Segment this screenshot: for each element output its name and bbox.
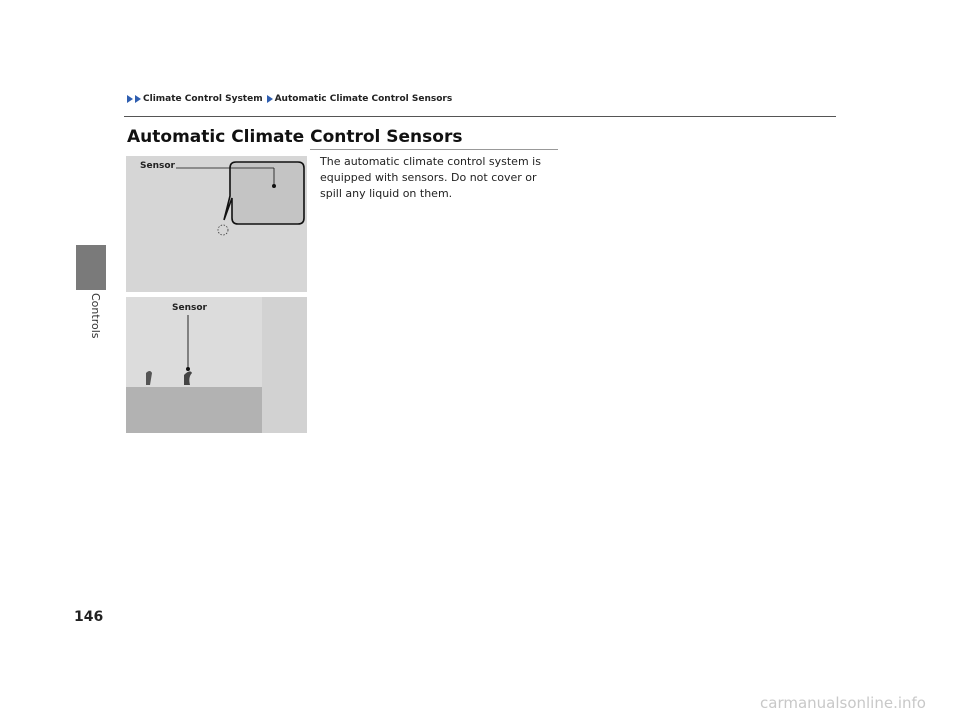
sensor-label-dashboard: Sensor: [140, 161, 175, 171]
dashboard-sensor-illustration: [126, 156, 307, 292]
page-title: Automatic Climate Control Sensors: [127, 127, 463, 147]
breadcrumb: [127, 94, 456, 104]
page-number: 146: [74, 609, 104, 625]
windshield-sensor-illustration: [126, 297, 307, 433]
breadcrumb-item-sensors[interactable]: Automatic Climate Control Sensors: [274, 94, 453, 104]
breadcrumb-arrow-icon: [127, 95, 133, 103]
sensor-label-windshield: Sensor: [172, 303, 207, 313]
body-paragraph: The automatic climate control system is equipped with sensors. Do not cover or spill any liquid on them.: [320, 155, 541, 200]
section-tab-label: Controls: [89, 293, 102, 339]
title-rule: [310, 149, 558, 150]
breadcrumb-arrow-icon: [135, 95, 141, 103]
sensor-figure-dashboard: [126, 156, 307, 292]
sensor-figure-windshield: [126, 297, 307, 433]
watermark-text: carmanualsonline.info: [760, 694, 926, 712]
breadcrumb-item-climate-control[interactable]: Climate Control System: [143, 94, 263, 104]
section-tab-marker: [76, 245, 106, 290]
header-rule: [124, 116, 836, 117]
breadcrumb-arrow-icon: [267, 95, 273, 103]
